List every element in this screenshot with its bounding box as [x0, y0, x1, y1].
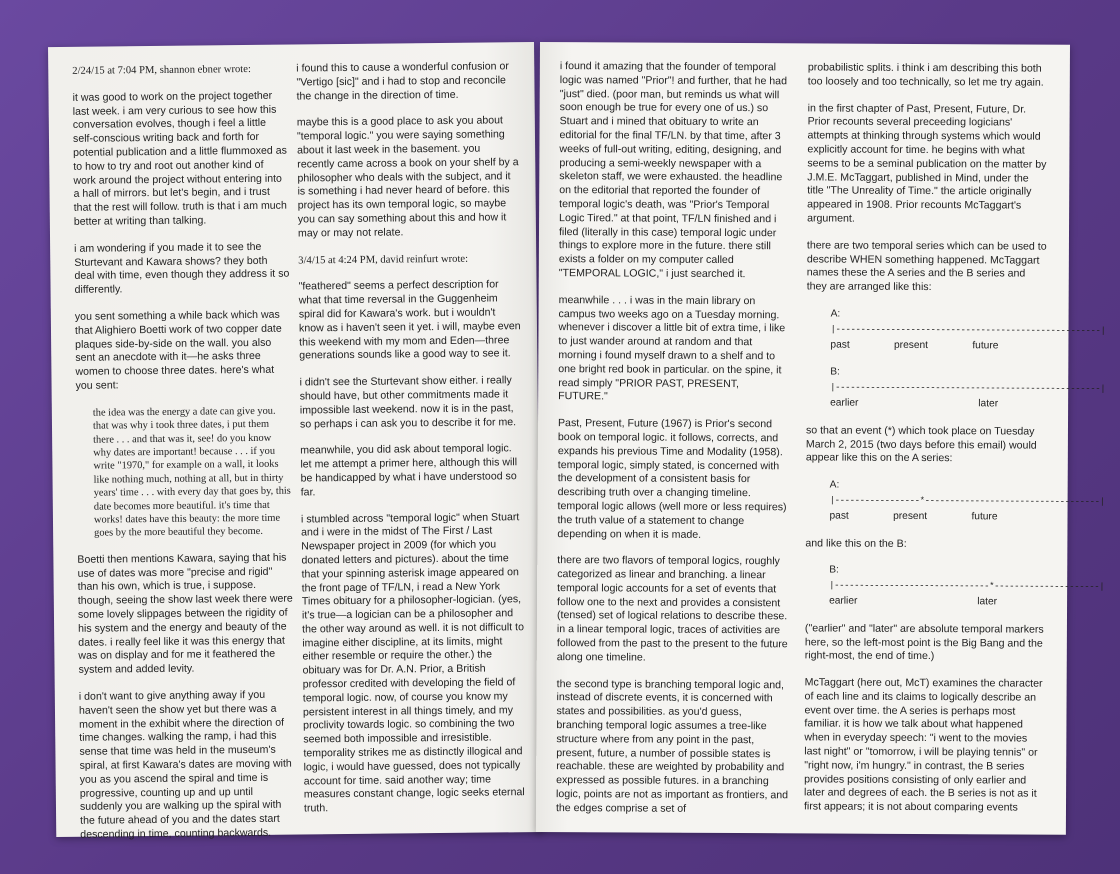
- paragraph: i didn't see the Sturtevant show either. i really should have, but other commitments made it impossible last weekend. now it is in the past, so perhaps i can ask you to describe it for me.: [299, 374, 517, 431]
- paragraph: i stumbled across "temporal logic" when Stuart and i were in the midst of The First / Last Newspaper project in 2009 (for which you donated letters and pictures). about the time that your spinning asterisk image appeared on the front page of TF/LN, i read a New York Times obituary for a philosopher-logician. (yes, it's true—a logician can be a philosopher and the other way around as well. it is not difficult to imagine either discipline, at its limits, might either resemble or require the other.) the obituary was for Dr. A.N. Prior, a British professor credited with developing the field of temporal logic. now, of course you know my persistent interest in all things timely, and my proclivity towards logic. so combining the two seemed both impossible and irresistible. temporality strikes me as distinctly illogical and logic, i would have guessed, does not typically account for time. said another way; time measures constant change, logic seeks eternal truth.: [300, 510, 525, 815]
- paragraph: and like this on the B:: [805, 536, 907, 550]
- paragraph: so that an event (*) which took place on Tuesday March 2, 2015 (two days before this email) would appear like this on the A series:: [805, 424, 1037, 465]
- block-quote: the idea was the energy a date can give you. that was why i took three dates, i put them there . . . and that was it, see! do you know why dates are important! because . . . if you write "1970," for example on a wall, it looks like nothing much, nothing at all, but in thirty years' time . . . with every day that goes by, this date becomes more beautiful. it's time that works! dates have this beauty: the more time goes by the more beautiful they become.: [92, 405, 291, 540]
- email-header: 2/24/15 at 7:04 PM, shannon ebner wrote:: [72, 63, 251, 77]
- diagram-label: B:: [829, 564, 839, 576]
- diagram-label: A:: [829, 479, 840, 491]
- timeline-line: |-----------------------------------------------------|: [830, 382, 1106, 395]
- paragraph: Past, Present, Future (1967) is Prior's second book on temporal logic. it follows, corrects, and expands his previous Time and Modality (1958). temporal logic, simply stated, is concerned with the development of a consistent basis for describing truth over a changing timeline. temporal logic allows (well more or less requires) the truth value of a statement to change depending on when it is made.: [557, 417, 787, 541]
- paragraph: i don't want to give anything away if you haven't seen the show yet but there was a moment in the exhibit where the direction of time changes. walking the ramp, i had this sense that time was held in the museum's spiral, at first Kawara's dates are moving with you as you ascend the spiral and time is progressive, counting up and up until suddenly you are walking up the spiral with the future ahead of you and the dates start descending in time, counting backwards.: [78, 688, 292, 841]
- diagram-label: B:: [830, 366, 840, 378]
- timeline-line: |-----------------*-----------------------------------|: [829, 495, 1105, 507]
- paragraph: the second type is branching temporal logic and, instead of discrete events, it is concerned with states and possibilities. as you'd guess, branching temporal logic assumes a tree-like structure where from any point in the past, present, future, a number of possible states is reachable. these are weighted by probability and expressed as possible futures. in a branching logic, points are not as important as frontiers, and the edges comprise a set of: [555, 677, 789, 815]
- paragraph: meanwhile . . . i was in the main library on campus two weeks ago on a Tuesday morning. whenever i discover a little bit of extra time, i like to just wander around at random and that morning i found myself drawn to a shelf and to one bright red book in particular. on the spine, it read simply "PRIOR PAST, PRESENT, FUTURE.": [558, 293, 786, 403]
- left-page: [48, 42, 542, 841]
- timeline-line: |-----------------------------------------------------|: [830, 324, 1106, 336]
- timeline-line: |-------------------------------*---------------------|: [829, 580, 1105, 593]
- right-page-column-2: [803, 61, 1106, 828]
- tick-label: future: [972, 339, 999, 351]
- paragraph: you sent something a while back which was that Alighiero Boetti work of two copper date plaques side-by-side on the wall. you also sent an anecdote with it—he asks three women to choose three dates. here's what you sent:: [74, 308, 282, 392]
- timeline-diagram-a-event: [829, 479, 1105, 525]
- paragraph: i found it amazing that the founder of temporal logic was named "Prior"! and further, that he had "just" died. (poor man, but reminds us what will soon enough be true for every one of us.) so Stuart and i mined that obituary to write an editorial for the final TF/LN. by that time, after 3 weeks of full-out writing, editing, designing, and producing a semi-weekly newspaper with a skeleton staff, we were exhausted. the headline on the editorial that reported the founder of temporal logic's death, was "Prior's Temporal Logic Tired." at that point, TF/LN finished and i filed (literally in this case) temporal logic under things to explore more in the future. there still exists a folder on my computer called "TEMPORAL LOGIC," i just searched it.: [558, 60, 788, 281]
- right-page-column-1: [556, 60, 792, 830]
- paragraph: in the first chapter of Past, Present, Future, Dr. Prior recounts several preceeding logicians' attempts at thinking through systems which would explicitly account for time. he begins with what seems to be a seminal publication on the matter by J.M.E. McTaggart, published in Mind, under the title "The Unreality of Time." the article originally appeared in 1908. Prior recounts McTaggart's argument.: [807, 101, 1047, 225]
- tick-label: earlier: [829, 595, 858, 607]
- timeline-diagram-a: [830, 307, 1106, 353]
- tick-label: later: [978, 398, 999, 410]
- paragraph: probabilistic splits. i think i am describing this both too loosely and too technically, so let me try again.: [807, 61, 1044, 89]
- right-page: [536, 42, 1106, 835]
- left-page-column-1: [72, 63, 295, 856]
- tick-label: present: [893, 510, 928, 522]
- paragraph: maybe this is a good place to ask you about "temporal logic." you were saying something about it last week in the basement. you recently came across a book on your shelf by a philosopher who deals with the subject, and it is something i had never heard of before. this project has its own temporal logic, so maybe you can say something about this and how it may or may not relate.: [296, 114, 519, 240]
- paragraph: meanwhile, you did ask about temporal logic. let me attempt a primer here, although this will be handicapped by what i have understood so far.: [300, 442, 518, 499]
- paragraph: i found this to cause a wonderful confusion or "Vertigo [sic]" and i had to stop and reconcile the change in the direction of time.: [296, 60, 509, 103]
- paragraph: i am wondering if you made it to see the Sturtevant and Kawara shows? they both deal with time, even though they address it so differently.: [74, 240, 290, 296]
- diagram-label: A:: [830, 308, 841, 320]
- tick-label: later: [977, 596, 998, 608]
- paragraph: there are two temporal series which can be used to describe WHEN something happened. McTaggart names these the A series and the B series and they are arranged like this:: [806, 239, 1047, 294]
- timeline-diagram-b-event: [829, 564, 1105, 610]
- paragraph: ("earlier" and "later" are absolute temporal markers here, so the left-most point is the Big Bang and the right-most, the end of time.): [804, 622, 1044, 663]
- left-page-column-2: [296, 60, 526, 829]
- timeline-diagram-b: [830, 366, 1106, 412]
- paragraph: McTaggart (here out, McT) examines the character of each line and its claims to logically describe an event over time. the A series is perhaps most familiar. it is how we talk about what happened when in everyday speech: "i went to the movies last night" or "tomorrow, i will be playing tennis" or "right now, i'm hungry." in contrast, the B series provides positions consisting of only earlier and later and degrees of each. the B series is not as it first appears; it is not about comparing events: [803, 676, 1043, 814]
- paragraph: there are two flavors of temporal logics, roughly categorized as linear and branching. a linear temporal logic accounts for a set of events that follow one to the next and provides a consistent (tensed) set of logical relations to describe these. in a linear temporal logic, traces of activities are followed from the past to the present to the future along one timeline.: [556, 554, 788, 664]
- paragraph: Boetti then mentions Kawara, saying that his use of dates was more "precise and rigid" than his own, which is true, i suppose. though, seeing the show last week there were some lovely slippages between the rigidity of his system and the energy and beauty of the dates. i really feel like it was this energy that was on display and for me it feathered the system and added levity.: [77, 551, 293, 676]
- paragraph: it was good to work on the project together last week. i am very curious to see how this conversation evolves, though i feel a little self-conscious writing back and forth for potential publication and a little flummoxed as to how to try and root out another kind of work around the project without entering into a hall of mirrors. but let's begin, and i trust that the rest will follow. truth is that i am much better at writing than talking.: [72, 89, 287, 228]
- tick-label: earlier: [830, 397, 859, 409]
- email-header: 3/4/15 at 4:24 PM, david reinfurt wrote:: [298, 253, 469, 267]
- tick-label: past: [829, 510, 849, 522]
- tick-label: past: [830, 339, 850, 351]
- tick-label: future: [971, 510, 998, 523]
- tick-label: present: [893, 339, 929, 351]
- paragraph: "feathered" seems a perfect description for what that time reversal in the Guggenheim spiral did for Kawara's work. but i wouldn't know as i haven't seen it yet. i will, maybe even this weekend with my mom and Eden—three generations sounds like a good way to see it.: [298, 278, 521, 362]
